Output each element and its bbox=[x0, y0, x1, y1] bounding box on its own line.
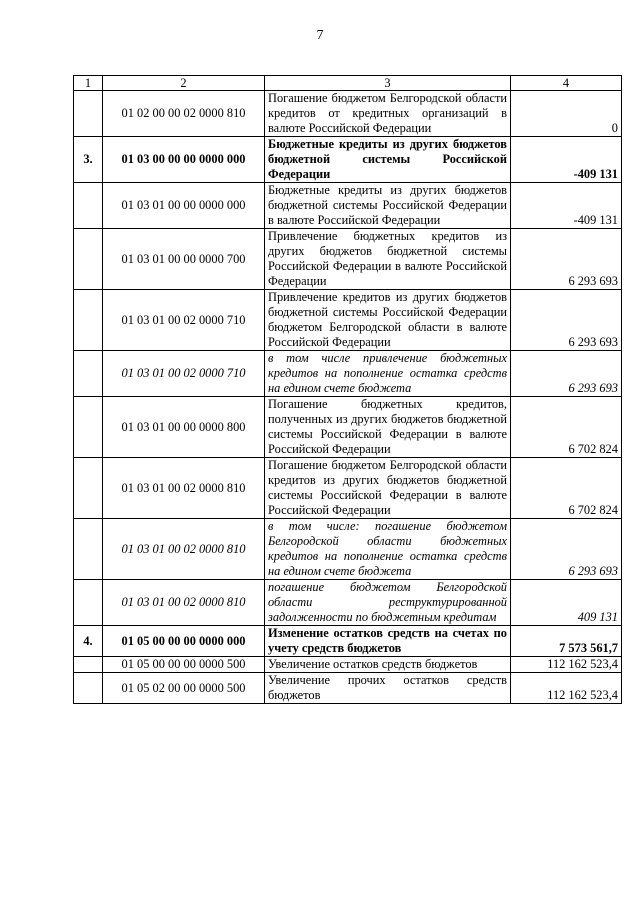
code-cell: 01 03 01 00 02 0000 710 bbox=[103, 351, 265, 397]
page-number: 7 bbox=[316, 28, 324, 43]
code-cell: 01 03 01 00 00 0000 800 bbox=[103, 397, 265, 458]
table-row bbox=[74, 183, 622, 229]
row-number-cell bbox=[74, 91, 103, 137]
value-cell: 7 573 561,7 bbox=[511, 626, 622, 657]
value-cell: 6 293 693 bbox=[511, 351, 622, 397]
table-header-row bbox=[74, 76, 622, 91]
table-row bbox=[74, 290, 622, 351]
budget-sources-table bbox=[73, 75, 622, 704]
table-row bbox=[74, 519, 622, 580]
name-cell: Привлечение бюджетных кредитов из других бюджетов бюджетной системы Российской Федерации в валюте Российской Федерации bbox=[265, 229, 511, 290]
table-row bbox=[74, 657, 622, 673]
row-number-cell bbox=[74, 183, 103, 229]
value-cell: 6 293 693 bbox=[511, 519, 622, 580]
value-cell: 112 162 523,4 bbox=[511, 657, 622, 673]
table-row bbox=[74, 580, 622, 626]
name-cell: Бюджетные кредиты из других бюджетов бюджетной системы Российской Федерации bbox=[265, 137, 511, 183]
code-cell: 01 03 01 00 02 0000 810 bbox=[103, 519, 265, 580]
value-cell: 409 131 bbox=[511, 580, 622, 626]
name-cell: Погашение бюджетом Белгородской области кредитов из других бюджетов бюджетной системы Российской Федерации в валюте Российской Федерации bbox=[265, 458, 511, 519]
name-cell: Погашение бюджетных кредитов, полученных из других бюджетов бюджетной системы Российской Федерации в валюте Российской Федерации bbox=[265, 397, 511, 458]
table-row bbox=[74, 229, 622, 290]
code-cell: 01 03 01 00 02 0000 810 bbox=[103, 458, 265, 519]
value-cell: 0 bbox=[511, 91, 622, 137]
row-number-cell bbox=[74, 519, 103, 580]
row-number-cell bbox=[74, 351, 103, 397]
name-cell: погашение бюджетом Белгородской области реструктурированной задолженности по бюджетным кредитам bbox=[265, 580, 511, 626]
value-cell: 112 162 523,4 bbox=[511, 673, 622, 704]
name-cell: в том числе привлечение бюджетных кредитов на пополнение остатка средств на едином счете бюджета bbox=[265, 351, 511, 397]
row-number-cell bbox=[74, 290, 103, 351]
column-header: 1 bbox=[74, 76, 103, 91]
table-row bbox=[74, 351, 622, 397]
value-cell: 6 293 693 bbox=[511, 229, 622, 290]
value-cell: 6 293 693 bbox=[511, 290, 622, 351]
code-cell: 01 05 00 00 00 0000 500 bbox=[103, 657, 265, 673]
row-number-cell bbox=[74, 580, 103, 626]
table-row bbox=[74, 91, 622, 137]
row-number-cell bbox=[74, 657, 103, 673]
column-header: 2 bbox=[103, 76, 265, 91]
value-cell: -409 131 bbox=[511, 137, 622, 183]
code-cell: 01 05 00 00 00 0000 000 bbox=[103, 626, 265, 657]
name-cell: Бюджетные кредиты из других бюджетов бюджетной системы Российской Федерации в валюте Российской Федерации bbox=[265, 183, 511, 229]
column-header: 3 bbox=[265, 76, 511, 91]
table-row bbox=[74, 626, 622, 657]
row-number-cell bbox=[74, 673, 103, 704]
name-cell: в том числе: погашение бюджетом Белгородской области бюджетных кредитов на пополнение остатка средств на едином счете бюджета bbox=[265, 519, 511, 580]
table-row bbox=[74, 673, 622, 704]
value-cell: 6 702 824 bbox=[511, 458, 622, 519]
row-number-cell bbox=[74, 458, 103, 519]
table-row bbox=[74, 458, 622, 519]
table-row bbox=[74, 397, 622, 458]
code-cell: 01 03 01 00 02 0000 810 bbox=[103, 580, 265, 626]
name-cell: Изменение остатков средств на счетах по учету средств бюджетов bbox=[265, 626, 511, 657]
table-row bbox=[74, 137, 622, 183]
code-cell: 01 02 00 00 02 0000 810 bbox=[103, 91, 265, 137]
code-cell: 01 05 02 00 00 0000 500 bbox=[103, 673, 265, 704]
row-number-cell bbox=[74, 397, 103, 458]
code-cell: 01 03 00 00 00 0000 000 bbox=[103, 137, 265, 183]
column-header: 4 bbox=[511, 76, 622, 91]
value-cell: -409 131 bbox=[511, 183, 622, 229]
row-number-cell: 4. bbox=[74, 626, 103, 657]
code-cell: 01 03 01 00 00 0000 000 bbox=[103, 183, 265, 229]
name-cell: Привлечение кредитов из других бюджетов бюджетной системы Российской Федерации бюджетом Белгородской области в валюте Российской Федерации bbox=[265, 290, 511, 351]
name-cell: Увеличение остатков средств бюджетов bbox=[265, 657, 511, 673]
code-cell: 01 03 01 00 00 0000 700 bbox=[103, 229, 265, 290]
name-cell: Увеличение прочих остатков средств бюджетов bbox=[265, 673, 511, 704]
row-number-cell: 3. bbox=[74, 137, 103, 183]
code-cell: 01 03 01 00 02 0000 710 bbox=[103, 290, 265, 351]
row-number-cell bbox=[74, 229, 103, 290]
value-cell: 6 702 824 bbox=[511, 397, 622, 458]
name-cell: Погашение бюджетом Белгородской области кредитов от кредитных организаций в валюте Российской Федерации bbox=[265, 91, 511, 137]
